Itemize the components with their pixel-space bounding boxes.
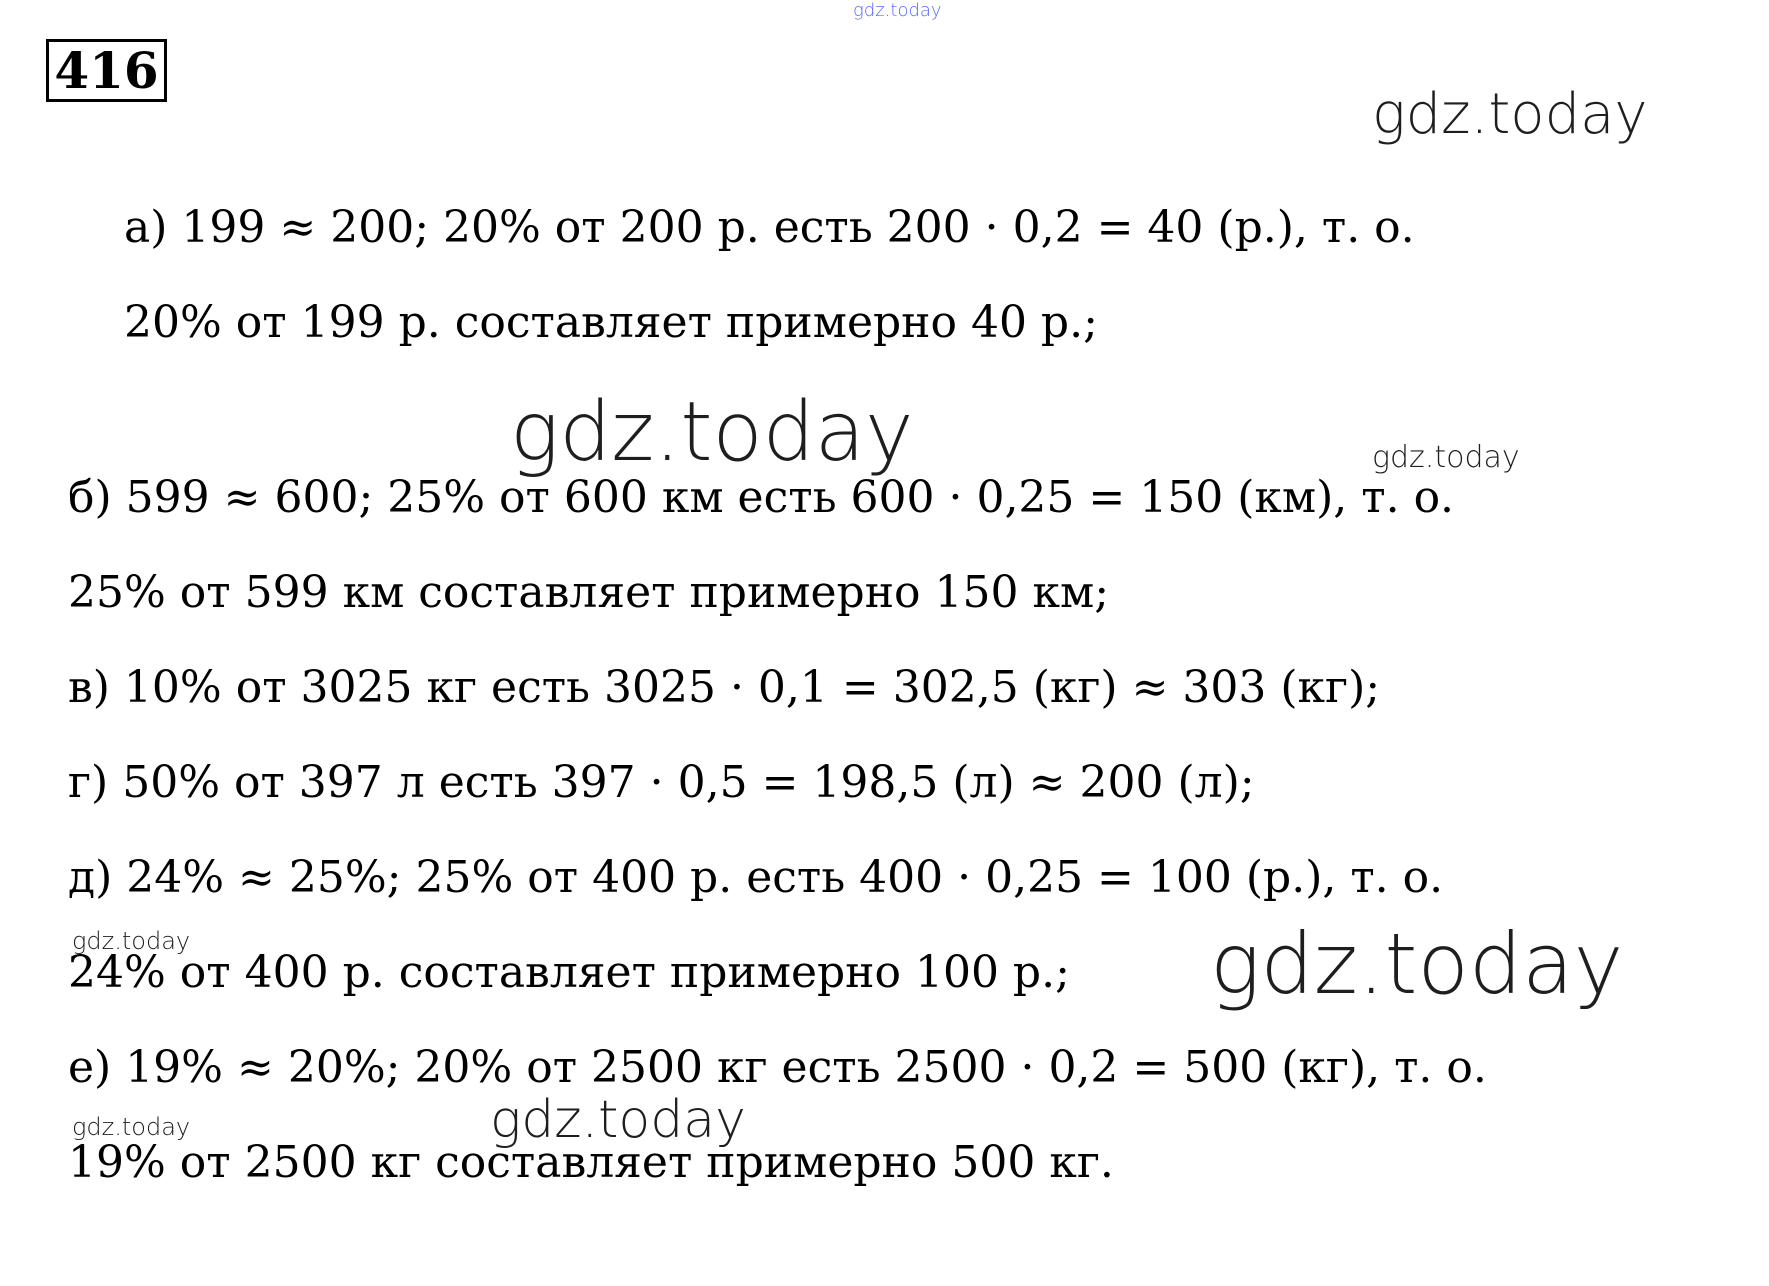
- solution-line-a1: а) 199 ≈ 200; 20% от 200 р. есть 200 · 0,2 = 40 (р.), т. о.: [124, 202, 1415, 253]
- watermark-top: gdz.today: [853, 0, 942, 21]
- solution-line-v: в) 10% от 3025 кг есть 3025 · 0,1 = 302,5 (кг) ≈ 303 (кг);: [68, 662, 1381, 713]
- solution-line-d1: д) 24% ≈ 25%; 25% от 400 р. есть 400 · 0,25 = 100 (р.), т. о.: [68, 852, 1444, 903]
- solution-line-e1: е) 19% ≈ 20%; 20% от 2500 кг есть 2500 · 0,2 = 500 (кг), т. о.: [68, 1042, 1487, 1093]
- solution-line-g: г) 50% от 397 л есть 397 · 0,5 = 198,5 (л) ≈ 200 (л);: [68, 757, 1255, 808]
- watermark-top-right: gdz.today: [1372, 82, 1648, 147]
- watermark-small-left-1: gdz.today: [72, 927, 191, 955]
- solution-line-b1: б) 599 ≈ 600; 25% от 600 км есть 600 · 0,25 = 150 (км), т. о.: [68, 472, 1455, 523]
- solution-line-d2: 24% от 400 р. составляет примерно 100 р.;: [68, 947, 1070, 998]
- problem-number-box: 416: [46, 39, 167, 102]
- solution-line-e2: 19% от 2500 кг составляет примерно 500 кг.: [68, 1137, 1114, 1188]
- watermark-large-right: gdz.today: [1210, 915, 1624, 1013]
- watermark-large-center: gdz.today: [510, 385, 914, 480]
- solution-line-b2: 25% от 599 км составляет примерно 150 км;: [68, 567, 1110, 618]
- watermark-small-left-2: gdz.today: [72, 1113, 191, 1141]
- watermark-medium-bottom: gdz.today: [490, 1090, 746, 1150]
- watermark-small-right: gdz.today: [1372, 440, 1520, 475]
- solution-line-a2: 20% от 199 р. составляет примерно 40 р.;: [124, 297, 1098, 348]
